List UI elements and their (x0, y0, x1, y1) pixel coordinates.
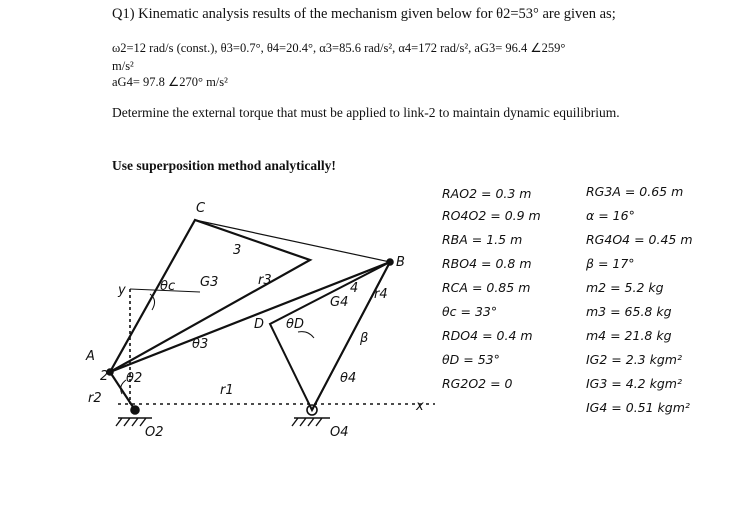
data-ig2: IG2 = 2.3 kgm² (586, 352, 682, 367)
data-theta-c: θc = 33° (442, 304, 498, 319)
label-r2: r2 (88, 391, 102, 406)
label-x: x (416, 399, 424, 414)
label-y: y (118, 283, 126, 298)
data-alpha: α = 16° (586, 208, 635, 223)
data-r-bo4: RBO4 = 0.8 m (442, 256, 532, 271)
link-3-upper-edge (195, 220, 390, 262)
given-values-line-3: aG4= 97.8 ∠270° m/s² (112, 75, 228, 89)
data-m3: m3 = 65.8 kg (586, 304, 672, 319)
data-r-o4o2: RO4O2 = 0.9 m (442, 208, 541, 223)
label-theta-3: θ3 (192, 337, 209, 352)
task-statement: Determine the external torque that must be applied to link-2 to maintain dynamic equilibrium. (112, 105, 620, 120)
data-m2: m2 = 5.2 kg (586, 280, 664, 295)
given-values-line-1: ω2=12 rad/s (const.), θ3=0.7°, θ4=20.4°, α3=85.6 rad/s², α4=172 rad/s², aG3= 96.4 ∠259° (112, 41, 566, 55)
data-r-ao2: RAO2 = 0.3 m (442, 186, 532, 201)
label-o2: O2 (145, 425, 164, 440)
theta-d-arc (298, 332, 314, 338)
question-title: Q1) Kinematic analysis results of the mechanism given below for θ2=53° are given as; (112, 6, 616, 22)
label-r4: r4 (374, 287, 388, 302)
data-ig4: IG4 = 0.51 kgm² (586, 400, 690, 415)
theta-c-arc (150, 294, 155, 310)
given-values-line-2: m/s² (112, 59, 134, 73)
label-c: C (196, 201, 206, 216)
label-g4: G4 (330, 295, 349, 310)
label-theta-4: θ4 (340, 371, 357, 386)
label-link-2: 2 (100, 369, 109, 384)
label-o4: O4 (330, 425, 349, 440)
mechanism-figure (0, 182, 750, 501)
data-r-g2o2: RG2O2 = 0 (442, 376, 513, 391)
label-r3: r3 (258, 273, 272, 288)
data-r-g3a: RG3A = 0.65 m (586, 184, 684, 199)
link-3-lower-edge (110, 262, 390, 372)
label-d: D (254, 317, 265, 332)
label-b: B (396, 255, 405, 270)
label-link-3: 3 (233, 243, 242, 258)
data-ig3: IG3 = 4.2 kgm² (586, 376, 682, 391)
label-theta-c: θc (160, 279, 176, 294)
label-g3: G3 (200, 275, 219, 290)
data-r-g4o4: RG4O4 = 0.45 m (586, 232, 693, 247)
label-r1: r1 (220, 383, 234, 398)
data-beta: β = 17° (586, 256, 635, 271)
data-theta-d: θD = 53° (442, 352, 500, 367)
method-hint: Use superposition method analytically! (112, 158, 336, 173)
ground-hatch-o4 (292, 418, 330, 426)
label-a: A (86, 349, 95, 364)
data-m4: m4 = 21.8 kg (586, 328, 672, 343)
label-beta: β (360, 331, 369, 346)
data-r-do4: RDO4 = 0.4 m (442, 328, 533, 343)
label-theta-d: θD (286, 317, 304, 332)
data-r-ba: RBA = 1.5 m (442, 232, 523, 247)
label-link-4: 4 (350, 281, 359, 296)
data-r-ca: RCA = 0.85 m (442, 280, 531, 295)
link-3-triangle (110, 220, 310, 372)
joint-b (387, 259, 393, 265)
label-theta-2: θ2 (126, 371, 143, 386)
pivot-o2 (131, 406, 139, 414)
d-ray (270, 324, 312, 410)
link-4-rocker (270, 262, 390, 410)
